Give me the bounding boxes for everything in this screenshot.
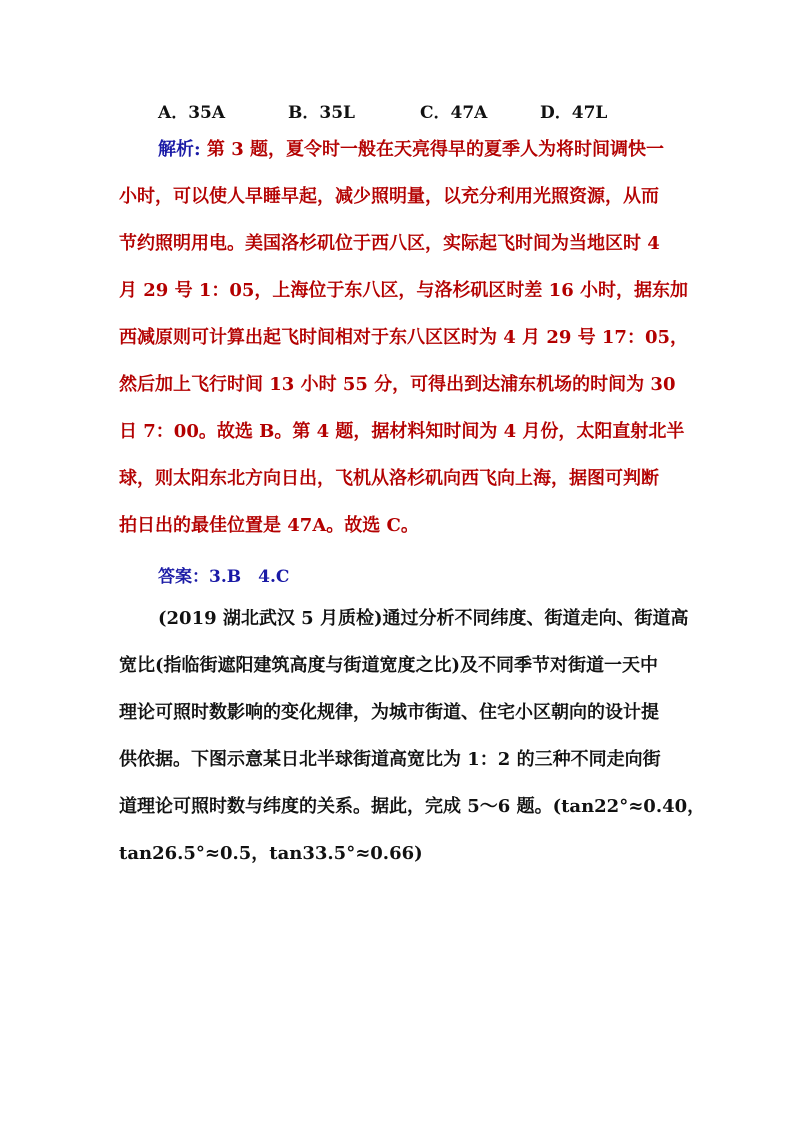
- question-line-4: 供依据。下图示意某日北半球街道高宽比为 1：2 的三种不同走向街: [119, 749, 661, 770]
- analysis-line-5: 西减原则可计算出起飞时间相对于东八区区时为 4 月 29 号 17：05，: [119, 327, 689, 348]
- question-line-6: tan26.5°≈0.5，tan33.5°≈0.66): [119, 843, 423, 864]
- option-a: A．35A: [158, 103, 226, 123]
- analysis-line-6: 然后加上飞行时间 13 小时 55 分，可得出到达浦东机场的时间为 30: [119, 374, 676, 395]
- option-d: D．47L: [540, 103, 608, 123]
- question-line-1: (2019 湖北武汉 5 月质检)通过分析不同纬度、街道走向、街道高: [158, 608, 689, 629]
- analysis-line-8: 球，则太阳东北方向日出，飞机从洛杉矶向西飞向上海，据图可判断: [119, 468, 659, 489]
- question-line-2: 宽比(指临街遮阳建筑高度与街道宽度之比)及不同季节对街道一天中: [119, 655, 659, 676]
- answer-label: 答案：: [158, 567, 209, 587]
- analysis-line-4: 月 29 号 1：05，上海位于东八区，与洛杉矶区时差 16 小时，据东加: [119, 280, 689, 301]
- question-line-3: 理论可照时数影响的变化规律，为城市街道、住宅小区朝向的设计提: [119, 702, 659, 723]
- analysis-line-2: 小时，可以使人早睡早起，减少照明量，以充分利用光照资源，从而: [119, 186, 659, 207]
- question-line-5: 道理论可照时数与纬度的关系。据此，完成 5～6 题。(tan22°≈0.40，: [119, 796, 706, 817]
- answer-value: 3.B 4.C: [209, 567, 290, 587]
- analysis-line-1: 解析: 第 3 题，夏令时一般在天亮得早的夏季人为将时间调快一: [158, 139, 664, 160]
- answer-line: [158, 566, 289, 588]
- option-b: B．35L: [288, 103, 355, 123]
- analysis-label: 解析:: [158, 139, 201, 160]
- analysis-line-9: 拍日出的最佳位置是 47A。故选 C。: [119, 515, 419, 536]
- analysis-line-7: 日 7：00。故选 B。第 4 题，据材料知时间为 4 月份，太阳直射北半: [119, 421, 685, 442]
- analysis-line-3: 节约照明用电。美国洛杉矶位于西八区，实际起飞时间为当地区时 4: [119, 233, 660, 254]
- option-c: C．47A: [420, 103, 488, 123]
